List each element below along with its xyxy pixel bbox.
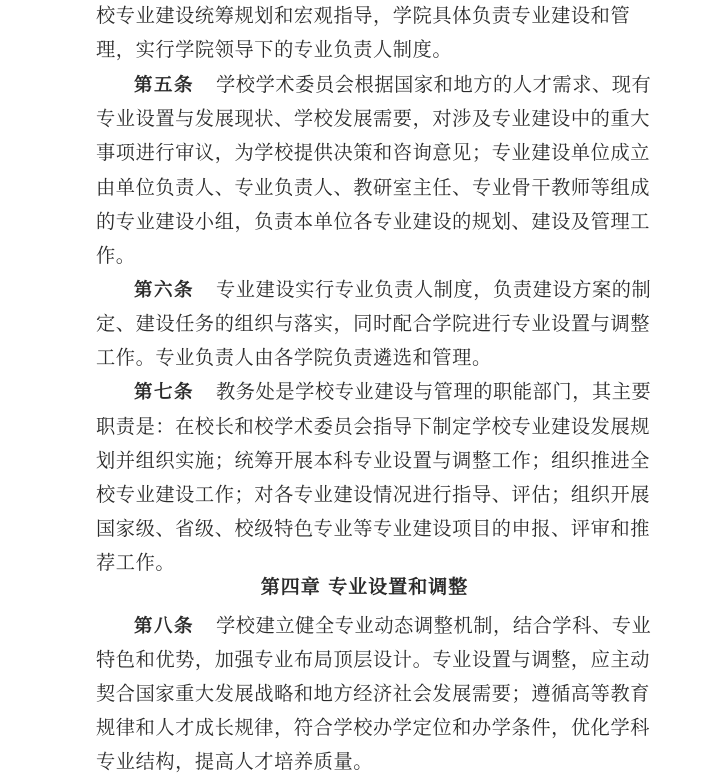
article-8-line: 特色和优势，加强专业布局顶层设计。专业设置与调整，应主动 [96, 648, 651, 671]
article-7-line: 国家级、省级、校级特色专业等专业建设项目的申报、评审和推 [96, 517, 651, 540]
article-7-first-line [134, 378, 651, 407]
article-6-first-text: 专业建设实行专业负责人制度，负责建设方案的制 [216, 278, 652, 301]
article-5-line: 作。 [96, 244, 136, 267]
article-7-first-text: 教务处是学校专业建设与管理的职能部门，其主要 [216, 380, 652, 403]
article-6-line: 工作。专业负责人由各学院负责遴选和管理。 [96, 346, 492, 369]
article-7-line: 校专业建设工作；对各专业建设情况进行指导、评估；组织开展 [96, 483, 651, 506]
article-6-label: 第六条 [134, 280, 195, 301]
article-7-line: 职责是：在校长和校学术委员会指导下制定学校专业建设发展规 [96, 415, 651, 438]
article-5-first-text: 学校学术委员会根据国家和地方的人才需求、现有 [216, 73, 652, 96]
article-7-label: 第七条 [134, 382, 195, 403]
article-8-line: 规律和人才成长规律，符合学校办学定位和办学条件，优化学科 [96, 716, 651, 739]
article-8-label: 第八条 [134, 616, 195, 637]
article-8-first-text: 学校建立健全专业动态调整机制，结合学科、专业 [216, 614, 652, 637]
article-6-line: 定、建设任务的组织与落实，同时配合学院进行专业设置与调整 [96, 312, 651, 335]
article-8-line: 专业结构，提高人才培养质量。 [96, 750, 374, 773]
article-7-line: 荐工作。 [96, 551, 176, 574]
intro-line-1: 校专业建设统筹规划和宏观指导，学院具体负责专业建设和管 [96, 4, 631, 27]
article-8-first-line [134, 612, 651, 641]
article-5-first-line [134, 71, 651, 100]
chapter-4-heading: 第四章 专业设置和调整 [260, 576, 469, 598]
article-5-line: 事项进行审议，为学校提供决策和咨询意见；专业建设单位成立 [96, 141, 651, 164]
article-5-label: 第五条 [134, 75, 195, 96]
intro-line-2: 理，实行学院领导下的专业负责人制度。 [96, 38, 453, 61]
article-5-line: 由单位负责人、专业负责人、教研室主任、专业骨干教师等组成 [96, 176, 651, 199]
article-7-line: 划并组织实施；统筹开展本科专业设置与调整工作；组织推进全 [96, 449, 651, 472]
article-5-line: 专业设置与发展现状、学校发展需要，对涉及专业建设中的重大 [96, 107, 651, 130]
article-8-line: 契合国家重大发展战略和地方经济社会发展需要；遵循高等教育 [96, 682, 651, 705]
article-6-first-line [134, 276, 651, 305]
article-5-line: 的专业建设小组，负责本单位各专业建设的规划、建设及管理工 [96, 210, 651, 233]
